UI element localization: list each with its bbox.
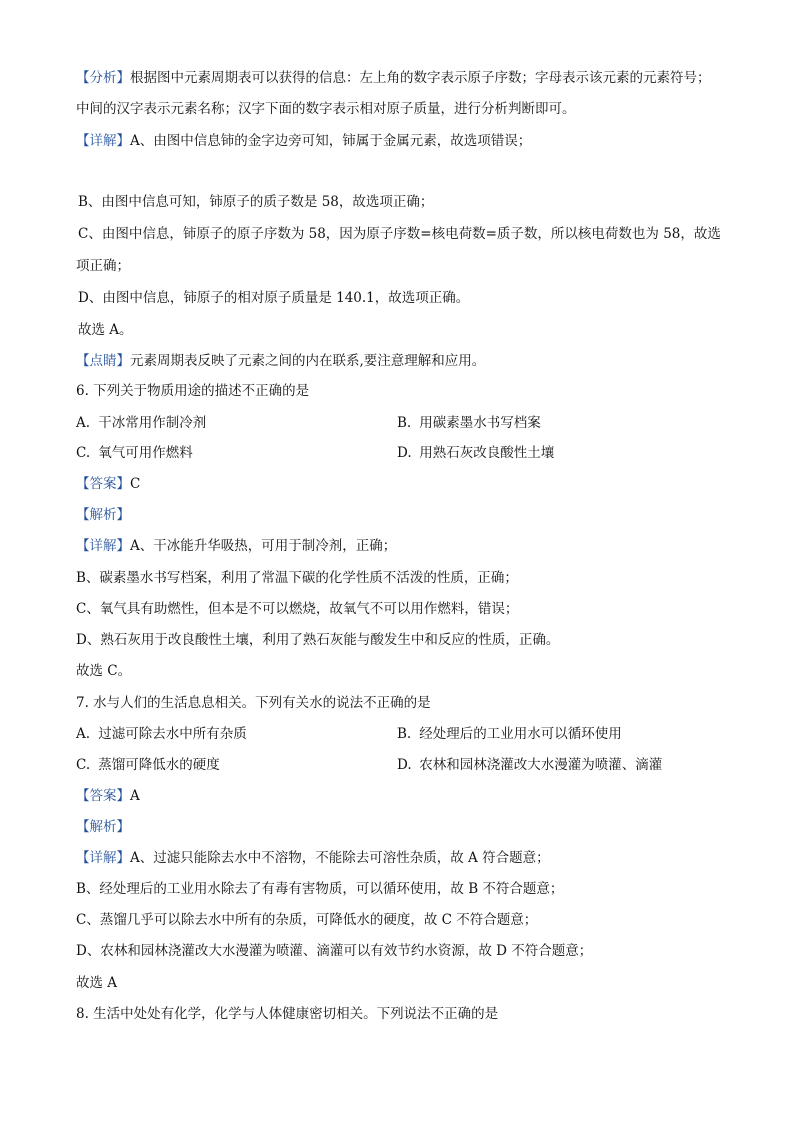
q7-option-c-letter: C. xyxy=(76,757,91,773)
answer-line: 故选 A。 xyxy=(78,322,133,338)
analysis-tag: 【分析】 xyxy=(76,70,130,86)
q6-jiexi-tag: 【解析】 xyxy=(76,507,130,523)
q6-option-d-letter: D. xyxy=(397,445,412,461)
q7-detail-line-a xyxy=(76,848,550,868)
q6-detail-line-d: D、熟石灰用于改良酸性土壤，利用了熟石灰能与酸发生中和反应的性质，正确。 xyxy=(76,632,560,648)
q6-final-line: 故选 C。 xyxy=(76,663,132,679)
q7-option-a-letter: A. xyxy=(76,726,91,742)
q6-option-a xyxy=(76,413,206,433)
analysis-line-1 xyxy=(76,68,711,88)
dianjing-line xyxy=(76,351,485,371)
q6-detail-tag: 【详解】 xyxy=(76,538,130,554)
q7-detail-line-b: B、经处理后的工业用水除去了有毒有害物质，可以循环使用，故 B 不符合题意； xyxy=(76,881,564,897)
q6-detail-line-b: B、碳素墨水书写档案，利用了常温下碳的化学性质不活泼的性质，正确； xyxy=(76,570,518,586)
q6-detail-text-a: A、干冰能升华吸热，可用于制冷剂，正确； xyxy=(130,538,397,554)
q7-option-d-letter: D. xyxy=(397,757,412,773)
q6-option-b-text: 用碳素墨水书写档案 xyxy=(419,415,541,431)
q7-answer-value: A xyxy=(130,788,140,804)
detail-line-a xyxy=(76,131,531,151)
dianjing-tag: 【点睛】 xyxy=(76,353,130,369)
q7-option-c xyxy=(76,755,220,775)
q6-option-c-text: 氧气可用作燃料 xyxy=(98,445,193,461)
q7-stem: 7. 水与人们的生活息息相关。下列有关水的说法不正确的是 xyxy=(76,695,431,711)
q7-jiexi-line xyxy=(76,817,130,837)
q6-answer-tag: 【答案】 xyxy=(76,476,130,492)
analysis-line-2: 中间的汉字表示元素名称；汉字下面的数字表示相对原子质量，进行分析判断即可。 xyxy=(76,101,576,117)
detail-line-b: B、由图中信息可知，铈原子的质子数是 58，故选项正确； xyxy=(78,194,434,210)
q7-detail-tag: 【详解】 xyxy=(76,850,130,866)
q7-option-a xyxy=(76,724,247,744)
q8-stem: 8. 生活中处处有化学，化学与人体健康密切相关。下列说法不正确的是 xyxy=(76,1006,499,1022)
q6-answer-line xyxy=(76,474,140,494)
q6-detail-line-a xyxy=(76,536,396,556)
detail-line-c-1: C、由图中信息，铈原子的原子序数为 58，因为原子序数=核电荷数=质子数，所以核电荷数也为 58，故选 xyxy=(78,226,721,242)
q7-jiexi-tag: 【解析】 xyxy=(76,819,130,835)
q7-option-d-text: 农林和园林浇灌改大水漫灌为喷灌、滴灌 xyxy=(419,757,663,773)
detail-text-a: A、由图中信息铈的金字边旁可知，铈属于金属元素，故选项错误； xyxy=(130,133,532,149)
q6-option-c xyxy=(76,443,193,463)
q7-detail-line-c: C、蒸馏几乎可以除去水中所有的杂质，可降低水的硬度，故 C 不符合题意； xyxy=(76,912,538,928)
q7-option-b xyxy=(397,724,622,744)
detail-line-c-2: 项正确； xyxy=(76,258,130,274)
detail-line-d: D、由图中信息，铈原子的相对原子质量是 140.1，故选项正确。 xyxy=(78,290,470,306)
q6-detail-line-c: C、氧气具有助燃性，但本是不可以燃烧，故氧气不可以用作燃料，错误； xyxy=(76,601,519,617)
q7-answer-line xyxy=(76,786,140,806)
q6-jiexi-line xyxy=(76,505,130,525)
q7-final-line: 故选 A xyxy=(76,975,118,991)
q6-option-c-letter: C. xyxy=(76,445,91,461)
q6-option-a-text: 干冰常用作制冷剂 xyxy=(98,415,207,431)
q7-option-b-letter: B. xyxy=(397,726,412,742)
q7-detail-line-d: D、农林和园林浇灌改大水漫灌为喷灌、滴灌可以有效节约水资源，故 D 不符合题意； xyxy=(76,943,593,959)
q7-option-c-text: 蒸馏可降低水的硬度 xyxy=(98,757,220,773)
q7-option-d xyxy=(397,755,662,775)
q6-option-d-text: 用熟石灰改良酸性土壤 xyxy=(419,445,555,461)
dianjing-text: 元素周期表反映了元素之间的内在联系,要注意理解和应用。 xyxy=(130,353,486,369)
q6-stem: 6. 下列关于物质用途的描述不正确的是 xyxy=(76,383,310,399)
detail-tag: 【详解】 xyxy=(76,133,130,149)
q6-answer-value: C xyxy=(130,476,141,492)
q6-option-b xyxy=(397,413,541,433)
q7-option-a-text: 过滤可除去水中所有杂质 xyxy=(98,726,247,742)
q6-option-b-letter: B. xyxy=(397,415,412,431)
q7-detail-text-a: A、过滤只能除去水中不溶物，不能除去可溶性杂质，故 A 符合题意； xyxy=(130,850,550,866)
q7-answer-tag: 【答案】 xyxy=(76,788,130,804)
q6-option-d xyxy=(397,443,554,463)
q6-option-a-letter: A. xyxy=(76,415,91,431)
analysis-text-1: 根据图中元素周期表可以获得的信息：左上角的数字表示原子序数；字母表示该元素的元素符号； xyxy=(130,70,711,86)
q7-option-b-text: 经处理后的工业用水可以循环使用 xyxy=(419,726,622,742)
